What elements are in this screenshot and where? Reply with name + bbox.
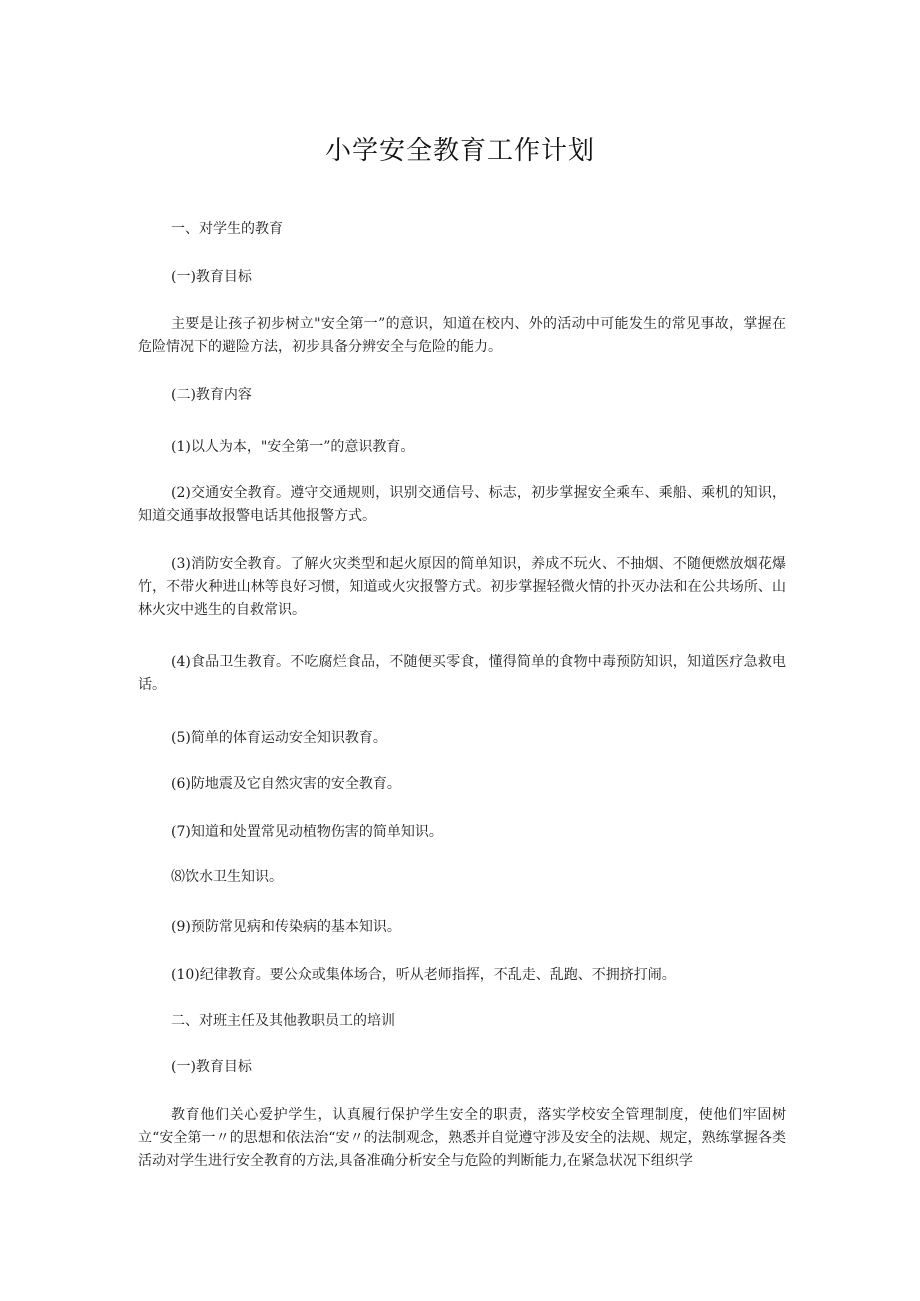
subsection-heading-content: (二)教育内容 xyxy=(171,387,252,403)
list-item-6: (6)防地震及它自然灾害的安全教育。 xyxy=(171,776,401,792)
subsection-heading-staff-goal: (一)教育目标 xyxy=(171,1059,252,1075)
list-item-2: (2)交通安全教育。遵守交通规则，识别交通信号、标志，初步掌握安全乘车、乘船、乘机的知识，知道交通事故报警电话其他报警方式。 xyxy=(138,485,786,524)
list-item-5: (5)简单的体育运动安全知识教育。 xyxy=(171,730,387,746)
subsection-heading-goal: (一)教育目标 xyxy=(171,269,252,285)
list-item-7: (7)知道和处置常见动植物伤害的简单知识。 xyxy=(171,824,443,840)
paragraph-staff-goal: 教育他们关心爱护学生，认真履行保护学生安全的职责，落实学校安全管理制度，使他们牢固树立“安全第一〃的思想和依法治“安〃的法制观念，熟悉并自觉遵守涉及安全的法规、规定，熟练掌握各类活动对学生进行安全教育的方法,具备准确分析安全与危险的判断能力,在紧急状况下组织学 xyxy=(138,1107,786,1169)
paragraph-goal: 主要是让孩子初步树立"安全第一”的意识，知道在校内、外的活动中可能发生的常见事故，掌握在危险情况下的避险方法，初步具备分辨安全与危险的能力。 xyxy=(138,316,786,355)
list-item-8: ⑻饮水卫生知识。 xyxy=(171,869,283,885)
list-item-10: (10)纪律教育。要公众或集体场合，听从老师指挥，不乱走、乱跑、不拥挤打闹。 xyxy=(171,967,676,983)
section-heading-staff: 二、对班主任及其他教职员工的培训 xyxy=(171,1013,395,1029)
list-item-9: (9)预防常见病和传染病的基本知识。 xyxy=(171,919,401,935)
list-item-3: (3)消防安全教育。了解火灾类型和起火原因的简单知识，养成不玩火、不抽烟、不随便燃放烟花爆竹，不带火种进山林等良好习惯，知道或火灾报警方式。初步掌握轻微火情的扑灭办法和在公共场所、山林火灾中逃生的自救常识。 xyxy=(138,556,786,618)
list-item-4: (4)食品卫生教育。不吃腐烂食品，不随便买零食，懂得简单的食物中毒预防知识，知道医疗急救电话。 xyxy=(138,654,786,693)
section-heading-students: 一、对学生的教育 xyxy=(171,221,283,237)
document-title: 小学安全教育工作计划 xyxy=(324,136,595,166)
list-item-1: (1)以人为本，"安全第一”的意识教育。 xyxy=(171,439,415,455)
